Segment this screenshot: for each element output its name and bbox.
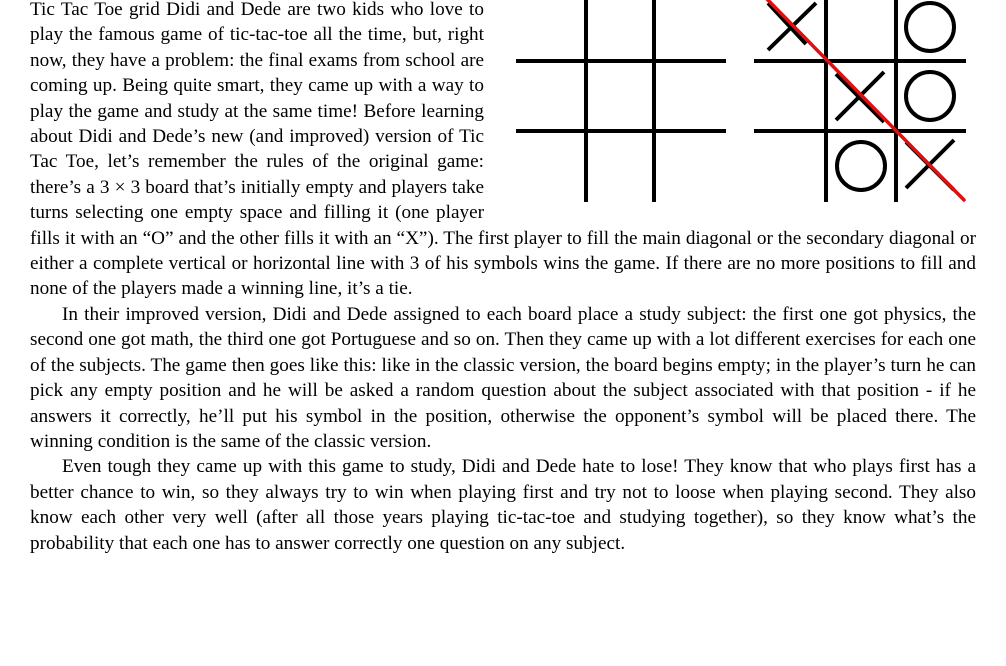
cell-o-mark	[906, 72, 954, 120]
document-page	[30, 0, 976, 556]
cell-o-mark	[837, 142, 885, 190]
cell-o-mark	[906, 3, 954, 51]
cell-x-mark	[836, 72, 884, 122]
paragraph-2: In their improved version, Didi and Dede assigned to each board place a study subject: the first one got physics, the second one got math, the third one got Portuguese and so on. Then they came up with a lot different exercises for each one of the subjects. The game then goes like this: like in the classic version, the board begins empty; in the player’s turn he can pick any empty position and he will be asked a random question about the subject associated with that position - if he answers it correctly, he’ll put his symbol in the position, otherwise the opponent’s symbol will be placed there. The winning condition is the same of the classic version.	[30, 303, 976, 452]
tic-tac-toe-figure	[506, 0, 976, 216]
paragraph-3: Even tough they came up with this game to study, Didi and Dede hate to lose! They know that who plays first has a better chance to win, so they always try to win when playing first and try not to loose when playing second. They also know each other very well (after all those years playing tic-tac-toe and studying together), so they know what’s the probability that each one has to answer correctly one question on any subject.	[30, 456, 976, 554]
paragraph-1: Tic Tac Toe grid Didi and Dede are two kids who love to play the famous game of tic-tac-toe all the time, but, right now, they have a problem: the final exams from school are coming up. Being quite smart, they came up with a way to play the game and study at the same time! Before learning about Didi and Dede’s new (and improved) version of Tic Tac Toe, let’s remember the rules of the original game: there’s a 3 × 3 board that’s initially empty and players take turns selecting one empty space and filling it (one player fills it with an “O” and the other fills it with an “X”). The first player to fill the main diagonal or the secondary diagonal or either a complete vertical or horizontal line with 3 of his symbols wins the game. If there are no more positions to fill and none of the players made a winning line, it’s a tie.	[30, 0, 976, 300]
empty-board	[516, 0, 726, 202]
